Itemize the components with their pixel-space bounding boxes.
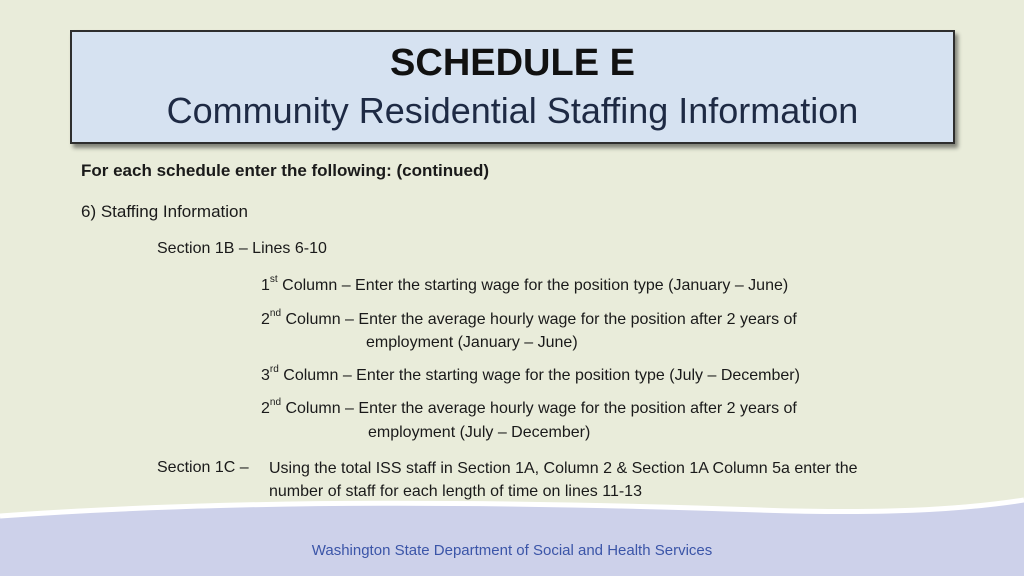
ordinal-suffix: st [269,274,278,285]
column-1-instruction [261,274,789,295]
section-1b-heading: Section 1B – Lines 6-10 [157,240,327,257]
column-4-instruction [261,397,797,418]
ordinal-suffix: rd [269,364,279,375]
section-1c-label: Section 1C – [157,459,249,476]
section-1c-continuation: number of staff for each length of time on lines 11-13 [269,483,642,500]
ordinal-suffix: nd [269,308,282,319]
column-text: Column – Enter the starting wage for the position type (January – June) [277,277,789,294]
column-number: 2 [261,400,270,417]
footer-agency-name: Washington State Department of Social and Health Services [311,542,713,559]
column-number: 3 [261,367,270,384]
column-4-continuation: employment (July – December) [368,424,591,441]
column-2-instruction [261,308,797,329]
column-number: 2 [261,311,270,328]
lead-text: For each schedule enter the following: (continued) [81,161,490,180]
title-box [70,30,955,144]
column-2-continuation: employment (January – June) [366,334,578,351]
column-3-instruction [261,364,800,385]
slide-subtitle: Community Residential Staffing Information [166,90,859,131]
column-text: Column – Enter the starting wage for the position type (July – December) [278,367,800,384]
slide-title: SCHEDULE E [390,42,635,84]
column-text: Column – Enter the average hourly wage for the position after 2 years of [281,400,797,417]
step-heading: 6) Staffing Information [81,202,248,221]
column-text: Column – Enter the average hourly wage for the position after 2 years of [281,311,797,328]
section-1c-text: Using the total ISS staff in Section 1A, Column 2 & Section 1A Column 5a enter the [269,460,858,477]
ordinal-suffix: nd [269,397,282,408]
column-number: 1 [261,277,270,294]
